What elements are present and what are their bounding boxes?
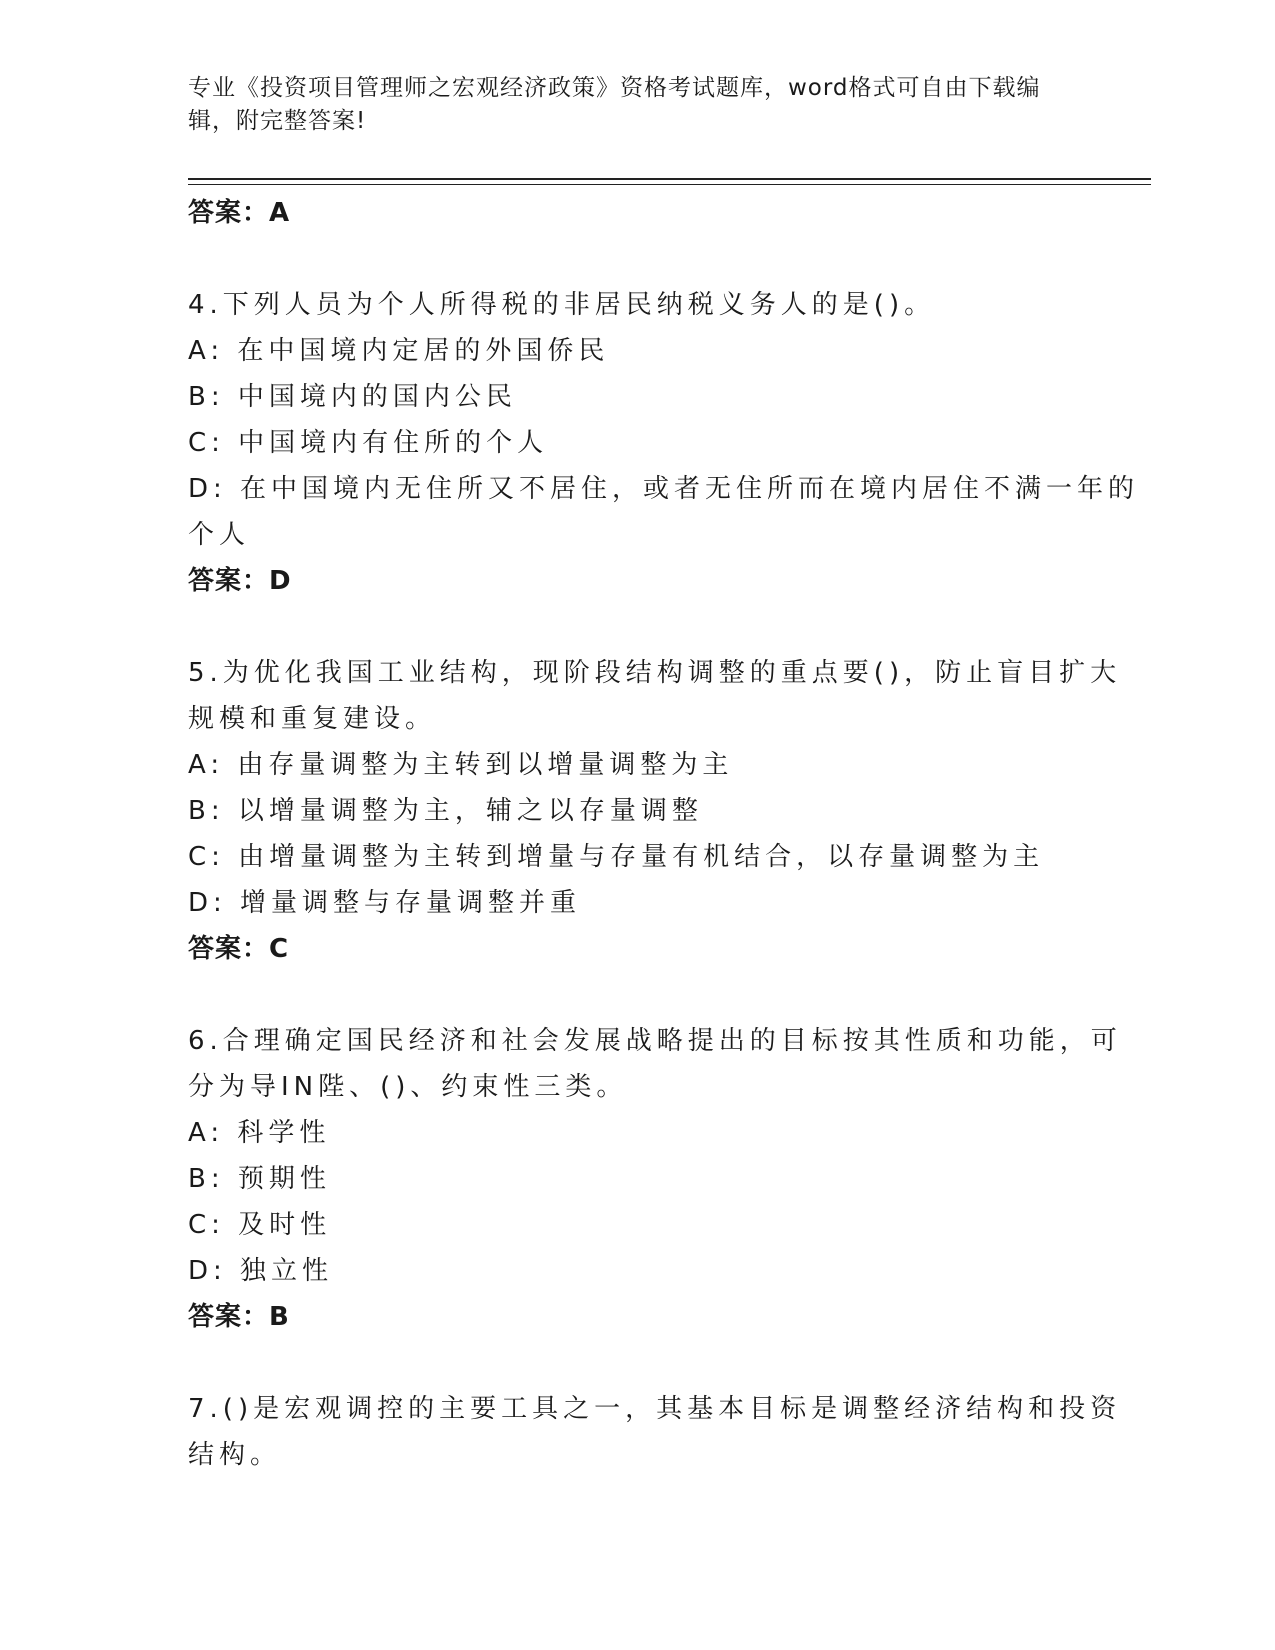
question-stem: 4.下列人员为个人所得税的非居民纳税义务人的是()。 bbox=[188, 290, 936, 320]
document-header bbox=[188, 72, 1088, 138]
option-a: A: 在中国境内定居的外国侨民 bbox=[188, 336, 610, 366]
question-4 bbox=[188, 282, 1140, 604]
question-6 bbox=[188, 1018, 1122, 1340]
question-stem: 5.为优化我国工业结构，现阶段结构调整的重点要()，防止盲目扩大 bbox=[188, 658, 1122, 688]
question-7 bbox=[188, 1386, 1122, 1478]
answer-q3: 答案：A bbox=[188, 198, 291, 228]
answer-q4: 答案：D bbox=[188, 566, 292, 596]
question-stem: 6.合理确定国民经济和社会发展战略提出的目标按其性质和功能，可 bbox=[188, 1026, 1122, 1056]
question-5 bbox=[188, 650, 1122, 972]
option-c: C: 及时性 bbox=[188, 1210, 332, 1240]
header-rule-thick bbox=[188, 178, 1151, 180]
option-d-cont: 个人 bbox=[188, 520, 251, 550]
option-d: D: 独立性 bbox=[188, 1256, 334, 1286]
question-stem-cont: 分为导IN陛、()、约束性三类。 bbox=[188, 1072, 628, 1102]
question-stem-cont: 结构。 bbox=[188, 1440, 282, 1470]
header-rule-thin bbox=[188, 184, 1151, 185]
option-c: C: 由增量调整为主转到增量与存量有机结合，以存量调整为主 bbox=[188, 842, 1045, 872]
option-b: B: 以增量调整为主，辅之以存量调整 bbox=[188, 796, 703, 826]
option-b: B: 中国境内的国内公民 bbox=[188, 382, 517, 412]
header-line-2: 辑，附完整答案! bbox=[188, 108, 367, 134]
header-line-1: 专业《投资项目管理师之宏观经济政策》资格考试题库，word格式可自由下载编 bbox=[188, 75, 1041, 101]
answer-q6: 答案：B bbox=[188, 1302, 290, 1332]
document-body bbox=[188, 190, 1140, 1478]
answer-q5: 答案：C bbox=[188, 934, 290, 964]
option-a: A: 由存量调整为主转到以增量调整为主 bbox=[188, 750, 734, 780]
option-d: D: 增量调整与存量调整并重 bbox=[188, 888, 582, 918]
question-stem: 7.()是宏观调控的主要工具之一，其基本目标是调整经济结构和投资 bbox=[188, 1394, 1122, 1424]
question-stem-cont: 规模和重复建设。 bbox=[188, 704, 437, 734]
option-d: D: 在中国境内无住所又不居住，或者无住所而在境内居住不满一年的 bbox=[188, 474, 1140, 504]
option-c: C: 中国境内有住所的个人 bbox=[188, 428, 549, 458]
option-b: B: 预期性 bbox=[188, 1164, 331, 1194]
option-a: A: 科学性 bbox=[188, 1118, 331, 1148]
